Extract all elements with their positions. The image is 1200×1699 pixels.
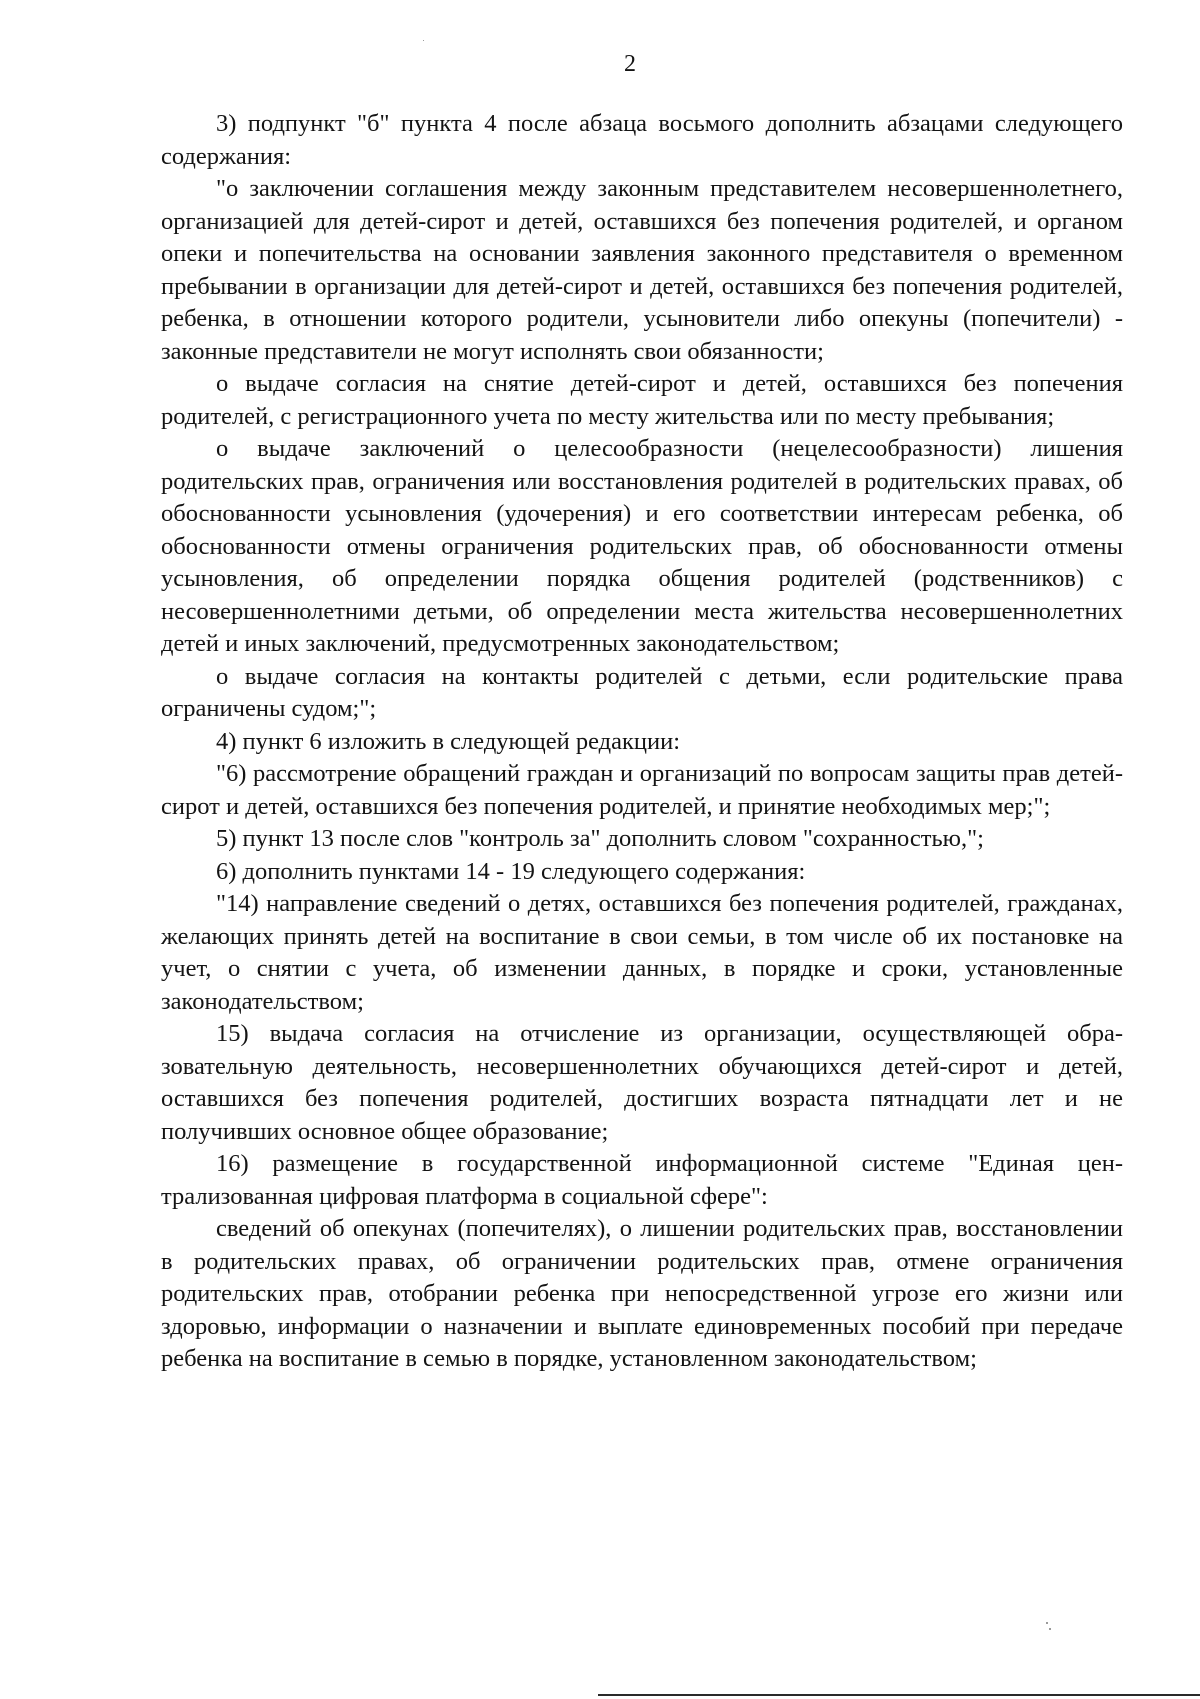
paragraph-contacts-consent: о выдаче согласия на контакты родителей с детьми, если родительские права ограничены судом;"; [161, 662, 1123, 722]
paragraph-subpoint-3: 3) подпункт "б" пункта 4 после абзаца восьмого дополнить абзацами следующего содержания: [161, 110, 1123, 170]
paragraph-agreement-conclusion: "о заключении соглашения между законным представителем несовершеннолетнего, организацией для детей-сирот и детей, оставшихся без попечения родителей, и органом опеки и попечительства на основании заявления законного представителя о временном пребывании в организации для детей-сирот и детей, оставшихся без попечения родителей, ребенка, в отношении которого родители, усыновители либо опекуны (попечители) - законные представители не могут исполнять свои обязанности; [161, 175, 1123, 365]
scan-artifact [1046, 1622, 1048, 1624]
paragraph-expediency-conclusions: о выдаче заключений о целесообразности (нецелесообразности) лишения родительских прав, ограничения или восстановления родителей в родительских правах, об обоснованности усыновления (удочерения) и его соответствии интересам ребенка, об обоснованности отмены ограничения родительских прав, об обоснованности отмены усыновления, об определении порядка общения родителей (родственников) с несовершеннолетними детьми, об определении места жительства несовершеннолетних детей и иных заключений, предусмотренных законодательством; [161, 435, 1123, 657]
paragraph-item-16: 16) размещение в государственной информационной системе "Единая централизованная цифровая платформа в социальной сфере": [161, 1150, 1123, 1210]
page-number: 2 [624, 51, 636, 77]
scan-artifact [423, 40, 424, 41]
document-body [161, 108, 1123, 1376]
paragraph-guardians-info: сведений об опекунах (попечителях), о лишении родительских прав, восстановлении в родительских правах, об ограничении родительских прав, отмене ограничения родительских прав, отобрании ребенка при непосредственной угрозе его жизни или здоровью, информации о назначении и выплате единовременных пособий при передаче ребенка на воспитание в семью в порядке, установленном законодательством; [161, 1215, 1123, 1372]
paragraph-item-14: "14) направление сведений о детях, оставшихся без попечения родителей, гражданах, желающих принять детей на воспитание в свои семьи, в том числе об их постановке на учет, о снятии с учета, об изменении данных, в порядке и сроки, установленные законодательством; [161, 890, 1123, 1015]
paragraph-point-6-addition: 6) дополнить пунктами 14 - 19 следующего содержания: [216, 857, 806, 885]
scan-artifact [1049, 1628, 1051, 1630]
paragraph-registration-consent: о выдаче согласия на снятие детей-сирот и детей, оставшихся без попечения родителей, с регистрационного учета по месту жительства или по месту пребывания; [161, 370, 1123, 430]
paragraph-point-4: 4) пункт 6 изложить в следующей редакции: [216, 727, 681, 755]
bottom-edge-line [598, 1694, 1200, 1696]
paragraph-point-5: 5) пункт 13 после слов "контроль за" дополнить словом "сохранностью,"; [216, 825, 984, 852]
paragraph-item-15: 15) выдача согласия на отчисление из организации, осуществляющей образовательную деятельность, несовершеннолетних обучающихся детей-сирот и детей, оставшихся без попечения родителей, достигших возраста пятнадцати лет и не получивших основное общее образование; [161, 1020, 1123, 1145]
paragraph-point-6-text: "6) рассмотрение обращений граждан и организаций по вопросам защиты прав детей-сирот и детей, оставшихся без попечения родителей, и принятие необходимых мер;"; [161, 760, 1123, 820]
